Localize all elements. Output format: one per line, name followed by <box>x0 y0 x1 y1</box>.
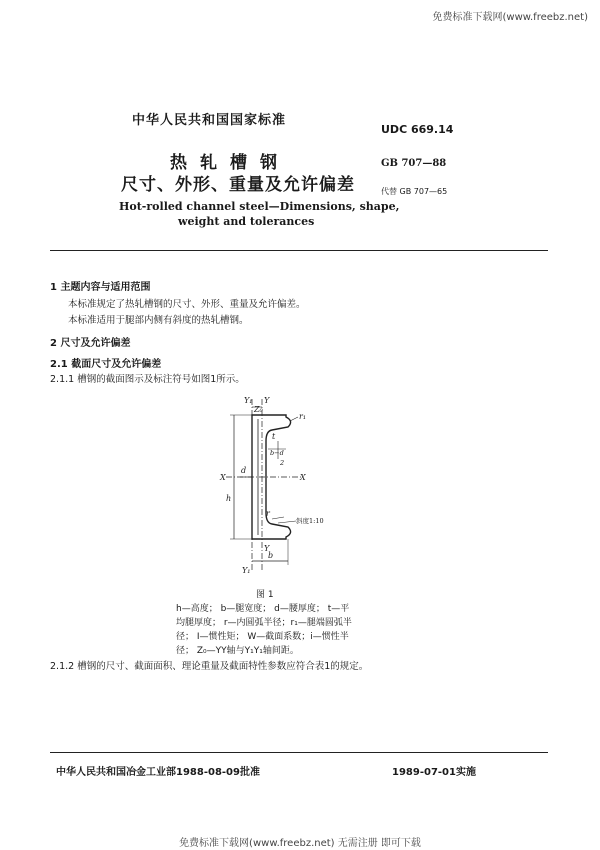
label-t: t <box>272 432 276 441</box>
figure-legend-line-1: h—高度； b—腿宽度； d—腰厚度； t—平 <box>176 604 350 614</box>
label-b: b <box>268 551 274 560</box>
label-y1-bottom: Y₁ <box>242 566 251 575</box>
label-y1-top: Y₁ <box>244 396 253 405</box>
udc-code: UDC 669.14 <box>381 123 454 136</box>
title-en-line1: Hot-rolled channel steel—Dimensions, shape, <box>119 200 400 213</box>
replaces-note: 代替 GB 707—65 <box>381 187 448 196</box>
label-two: 2 <box>280 459 285 467</box>
figure-caption: 图 1 <box>256 590 274 600</box>
figure-legend-line-2: 均腿厚度； r—内圆弧半径；r₁—腿端圆弧半 <box>176 618 352 628</box>
channel-section-figure <box>212 393 342 583</box>
header-divider <box>50 250 548 251</box>
label-r1: r₁ <box>299 412 307 421</box>
title-cn-line1: 热轧槽钢 <box>170 153 290 173</box>
label-d: d <box>241 466 247 475</box>
figure-legend-line-3: 径； I—惯性矩； W—截面系数；i—惯性半 <box>176 632 349 642</box>
country-standard-label: 中华人民共和国国家标准 <box>132 113 287 128</box>
section-2-1-1-text: 2.1.1 槽钢的截面图示及标注符号如图1所示。 <box>50 374 245 385</box>
label-h: h <box>226 494 232 503</box>
label-x-left: X <box>220 473 226 482</box>
label-x-right: X <box>300 473 306 482</box>
label-r: r <box>266 509 270 518</box>
section-2-heading: 2 尺寸及允许偏差 <box>50 338 131 349</box>
section-1-paragraph-2: 本标准适用于腿部内侧有斜度的热轧槽钢。 <box>68 315 249 326</box>
gb-number: GB 707—88 <box>381 158 447 169</box>
approval-note: 中华人民共和国冶金工业部1988-08-09批准 <box>56 767 260 778</box>
title-cn-line2: 尺寸、外形、重量及允许偏差 <box>121 175 355 195</box>
label-y-top: Y <box>264 396 270 405</box>
figure-legend-line-4: 径； Z₀—YY轴与Y₁Y₁轴间距。 <box>176 646 299 656</box>
section-2-1-heading: 2.1 截面尺寸及允许偏差 <box>50 359 162 370</box>
label-y-bottom: Y <box>264 544 270 553</box>
watermark-bottom: 免费标准下载网(www.freebz.net) 无需注册 即可下载 <box>179 838 421 849</box>
title-en-line2: weight and tolerances <box>178 215 315 228</box>
footer-divider <box>50 752 548 753</box>
effective-date: 1989-07-01实施 <box>392 767 476 778</box>
label-slope: 斜度1:10 <box>296 517 324 525</box>
label-b-minus-d: b−d <box>270 449 284 457</box>
watermark-top: 免费标准下载网(www.freebz.net) <box>432 12 588 23</box>
section-2-1-2-text: 2.1.2 槽钢的尺寸、截面面积、理论重量及截面特性参数应符合表1的规定。 <box>50 661 369 672</box>
label-z0: Z₀ <box>254 405 263 414</box>
section-1-paragraph-1: 本标准规定了热轧槽钢的尺寸、外形、重量及允许偏差。 <box>68 299 306 310</box>
section-1-heading: 1 主题内容与适用范围 <box>50 282 151 293</box>
